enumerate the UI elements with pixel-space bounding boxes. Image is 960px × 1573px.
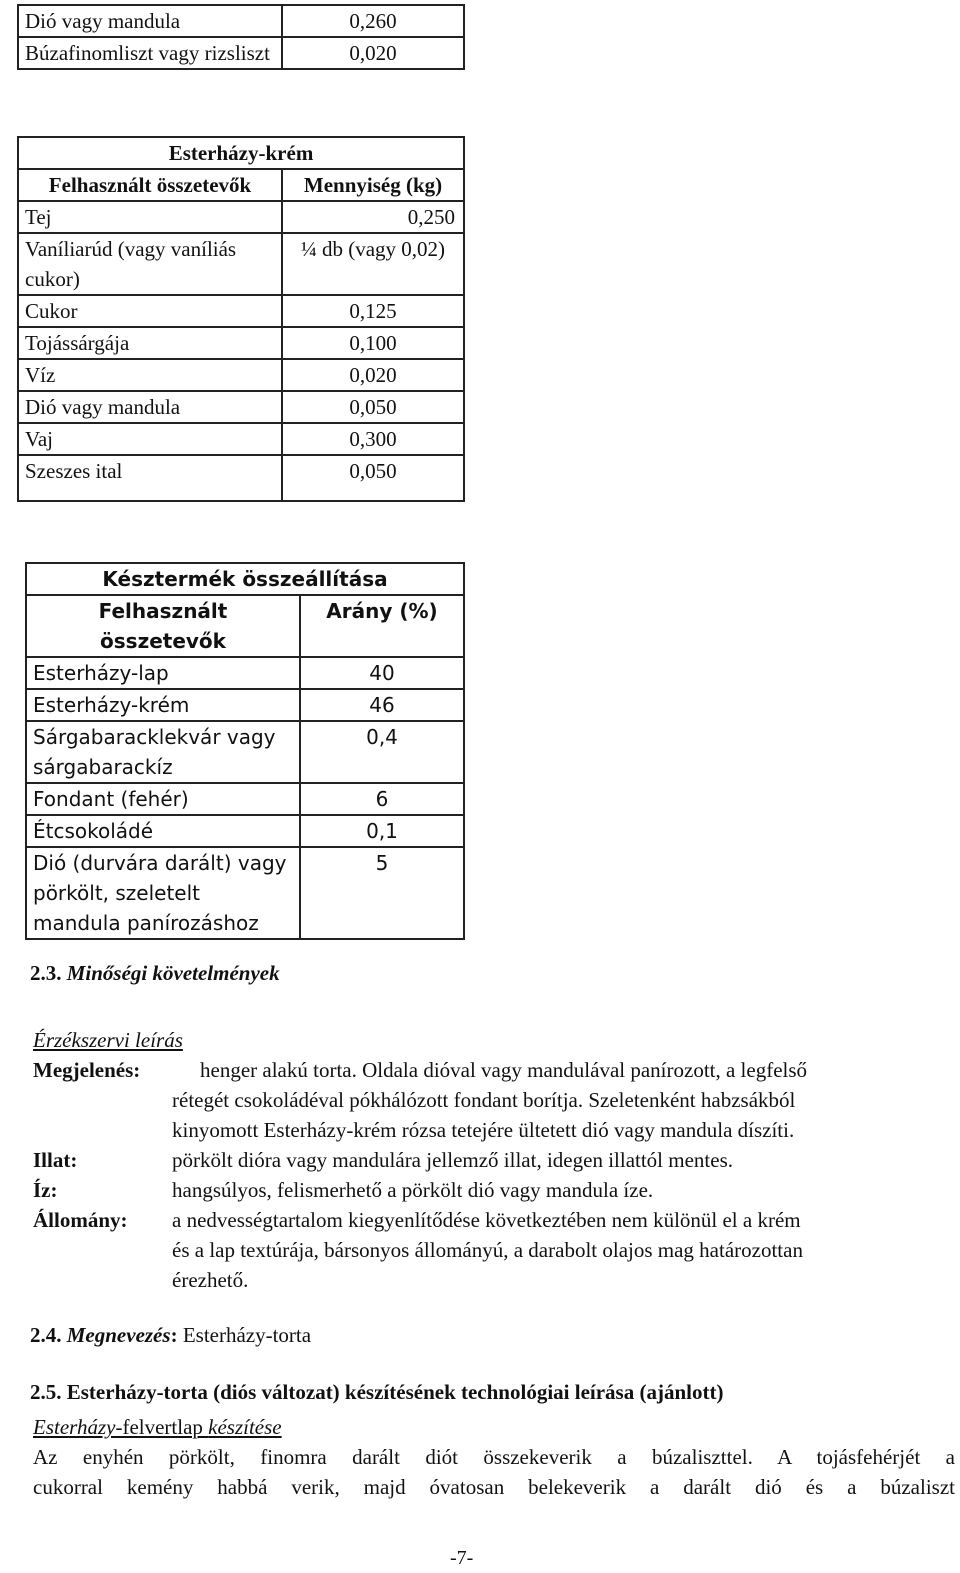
ingredient-ratio: 0,4 <box>300 721 464 783</box>
section-label: Megnevezés <box>66 1323 171 1347</box>
ingredient-ratio: 0,1 <box>300 815 464 847</box>
smell-text: pörkölt dióra vagy mandulára jellemző illat, idegen illattól mentes. <box>172 1148 734 1172</box>
ingredient-name: Szeszes ital <box>18 455 282 501</box>
taste-label: Íz: <box>33 1178 58 1202</box>
ingredient-value: 0,050 <box>282 391 464 423</box>
ingredient-ratio: 6 <box>300 783 464 815</box>
table-row <box>26 783 464 815</box>
appearance-text-line-2: rétegét csokoládéval pókhálózott fondant borítja. Szeletenként habzsákból <box>172 1088 796 1112</box>
table-row <box>18 233 464 295</box>
table-row <box>18 327 464 359</box>
column-header: Mennyiség (kg) <box>282 169 464 201</box>
texture-text-line-2: és a lap textúrája, bársonyos állományú, a darabolt olajos mag határozottan <box>172 1238 803 1262</box>
ingredient-name: Cukor <box>18 295 282 327</box>
ingredient-value: 0,100 <box>282 327 464 359</box>
section-heading-2-3 <box>30 958 280 988</box>
assembly-table <box>25 562 465 940</box>
product-name: Esterházy-torta <box>177 1323 312 1347</box>
table-title: Esterházy-krém <box>18 137 464 169</box>
section-heading-2-4 <box>30 1320 311 1350</box>
ingredient-name: Esterházy-krém <box>26 689 300 721</box>
ingredient-value: 0,050 <box>282 455 464 501</box>
table-row <box>18 201 464 233</box>
ingredient-name: Víz <box>18 359 282 391</box>
table-row <box>18 423 464 455</box>
sensory-heading: Érzékszervi leírás <box>33 1028 183 1052</box>
ingredient-value: ¼ db (vagy 0,02) <box>282 233 464 295</box>
table-row <box>26 721 464 783</box>
table-title-row <box>18 137 464 169</box>
table-row <box>26 689 464 721</box>
column-header: Felhasznált összetevők <box>18 169 282 201</box>
paragraph-line-2: cukorral kemény habbá verik, majd óvatosan belekeverik a darált dió és a búzaliszt <box>33 1475 955 1499</box>
table-row <box>18 5 464 37</box>
section-number: 2.3. <box>30 961 62 985</box>
ingredient-value: 0,020 <box>282 359 464 391</box>
ingredient-name: Tej <box>18 201 282 233</box>
page-number: -7- <box>450 1547 474 1569</box>
cream-ingredients-table <box>17 136 465 502</box>
ingredient-name: Búzafinomliszt vagy rizsliszt <box>18 37 282 69</box>
ingredient-value: 0,260 <box>282 5 464 37</box>
section-number: 2.4. <box>30 1323 62 1347</box>
label-colon: : <box>170 1323 178 1347</box>
ingredient-name: Tojássárgája <box>18 327 282 359</box>
column-header: Arány (%) <box>300 595 464 657</box>
table-title-row <box>26 563 464 595</box>
paragraph-line-1: Az enyhén pörkölt, finomra darált diót összekeverik a búzaliszttel. A tojásfehérjét a <box>33 1445 955 1469</box>
table-row <box>26 657 464 689</box>
ingredient-name: Esterházy-lap <box>26 657 300 689</box>
subheading-part: -felvertlap <box>115 1415 209 1439</box>
ingredient-name: Vaníliarúd (vagy vaníliás cukor) <box>18 233 282 295</box>
texture-text-line-1: a nedvességtartalom kiegyenlítődése következtében nem különül el a krém <box>172 1208 801 1232</box>
table-row <box>18 391 464 423</box>
taste-text: hangsúlyos, felismerhető a pörkölt dió vagy mandula íze. <box>172 1178 654 1202</box>
ingredient-name: Dió (durvára darált) vagy pörkölt, szeletelt mandula panírozáshoz <box>26 847 300 939</box>
ingredient-ratio: 5 <box>300 847 464 939</box>
texture-label: Állomány: <box>33 1208 128 1232</box>
ingredient-value: 0,250 <box>282 201 464 233</box>
table-header-row <box>26 595 464 657</box>
table-row <box>18 359 464 391</box>
subheading-part: készítése <box>208 1415 282 1439</box>
ingredients-table-continued <box>17 4 465 70</box>
section-heading-2-5: 2.5. Esterházy-torta (diós változat) készítésének technológiai leírása (ajánlott) <box>30 1380 724 1404</box>
ingredient-name: Dió vagy mandula <box>18 391 282 423</box>
ingredient-name: Fondant (fehér) <box>26 783 300 815</box>
ingredient-ratio: 40 <box>300 657 464 689</box>
table-row <box>18 295 464 327</box>
subheading <box>33 1412 282 1442</box>
ingredient-ratio: 46 <box>300 689 464 721</box>
ingredient-value: 0,125 <box>282 295 464 327</box>
appearance-text-line-1: henger alakú torta. Oldala dióval vagy mandulával panírozott, a legfelső <box>200 1058 808 1082</box>
table-header-row <box>18 169 464 201</box>
column-header: Felhasznált összetevők <box>26 595 300 657</box>
ingredient-value: 0,300 <box>282 423 464 455</box>
appearance-text-line-3: kinyomott Esterházy-krém rózsa tetejére ültetett dió vagy mandula díszíti. <box>172 1118 795 1142</box>
section-title: Minőségi követelmények <box>66 961 280 985</box>
appearance-label: Megjelenés: <box>33 1058 141 1082</box>
table-title: Késztermék összeállítása <box>26 563 464 595</box>
subheading-part: Esterházy <box>33 1415 116 1439</box>
ingredient-value: 0,020 <box>282 37 464 69</box>
smell-label: Illat: <box>33 1148 78 1172</box>
table-row <box>18 37 464 69</box>
ingredient-name: Sárgabaracklekvár vagy sárgabarackíz <box>26 721 300 783</box>
table-row <box>18 455 464 501</box>
ingredient-name: Dió vagy mandula <box>18 5 282 37</box>
table-row <box>26 815 464 847</box>
ingredient-name: Vaj <box>18 423 282 455</box>
ingredient-name: Étcsokoládé <box>26 815 300 847</box>
table-row <box>26 847 464 939</box>
texture-text-line-3: érezhető. <box>172 1268 249 1292</box>
